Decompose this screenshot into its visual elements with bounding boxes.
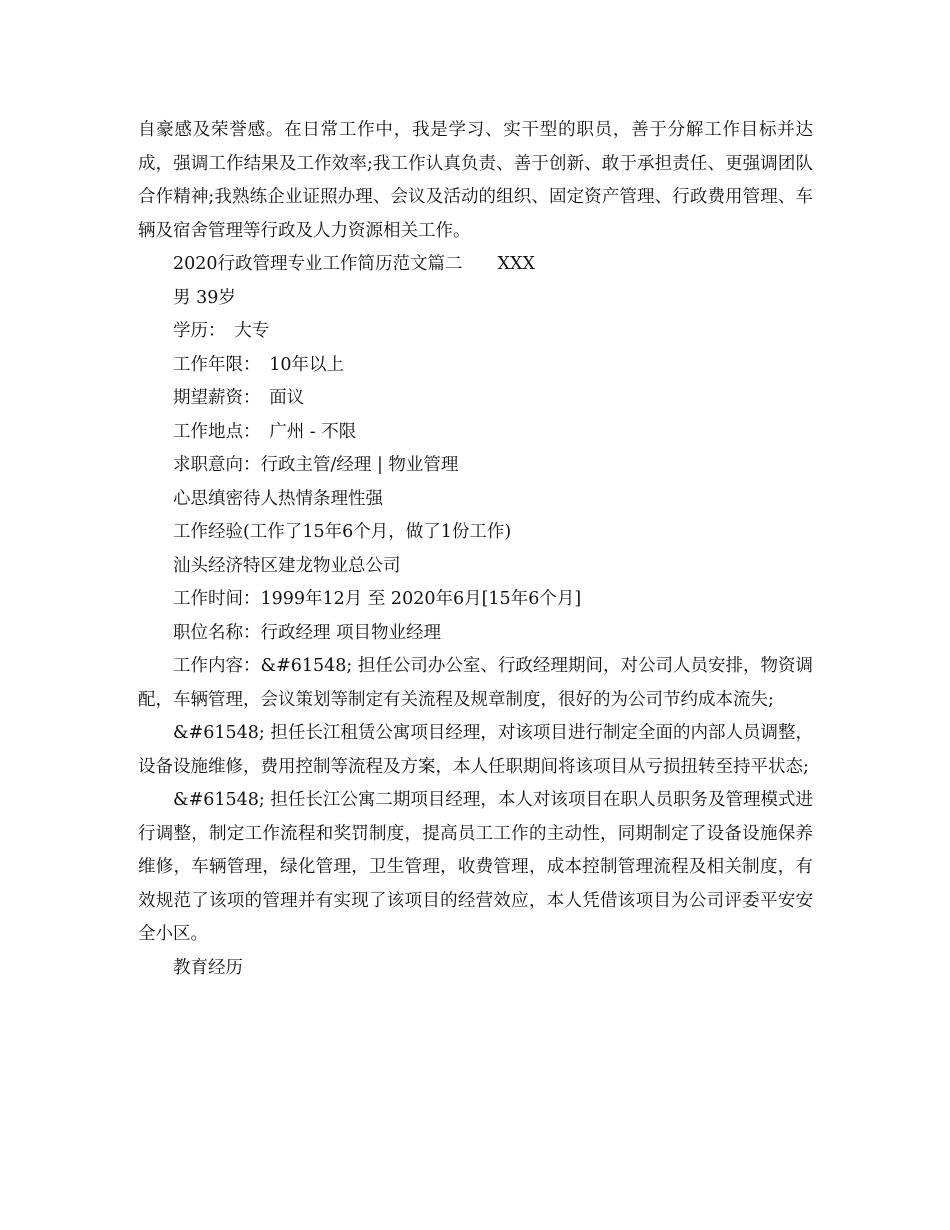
- years-of-experience: 工作年限： 10年以上: [173, 354, 345, 375]
- job-duties-paragraph-2: &#61548; 担任长江租赁公寓项目经理，对该项目进行制定全面的内部人员调整，设备设施维修，费用控制等流程及方案，本人任职期间将该项目从亏损扭转至持平状态;: [138, 723, 813, 777]
- employment-period: 工作时间：1999年12月 至 2020年6月[15年6个月]: [173, 589, 582, 609]
- document-page: [138, 114, 813, 985]
- work-location: 工作地点： 广州 - 不限: [173, 421, 357, 442]
- work-experience-heading: 工作经验(工作了15年6个月，做了1份工作): [173, 522, 512, 542]
- job-intention: 求职意向：行政主管/经理 | 物业管理: [173, 455, 459, 475]
- gender-age: 男 39岁: [173, 287, 236, 308]
- job-duties-paragraph-1: 工作内容：&#61548; 担任公司办公室、行政经理期间，对公司人员安排，物资调配，车辆管理，会议策划等制定有关流程及规章制度，很好的为公司节约成本流失;: [138, 656, 813, 710]
- expected-salary: 期望薪资： 面议: [173, 388, 305, 408]
- education-heading: 教育经历: [173, 957, 243, 978]
- resume-title: 2020行政管理专业工作简历范文篇二 XXX: [173, 254, 535, 274]
- personal-traits: 心思缜密待人热情条理性强: [173, 488, 383, 509]
- position-title: 职位名称：行政经理 项目物业经理: [173, 622, 442, 643]
- company-name: 汕头经济特区建龙物业总公司: [173, 555, 401, 576]
- job-duties-paragraph-3: &#61548; 担任长江公寓二期项目经理，本人对该项目在职人员职务及管理模式进行调整，制定工作流程和奖罚制度，提高员工工作的主动性，同期制定了设备设施保养维修，车辆管理，绿化管理，卫生管理，收费管理，成本控制管理流程及相关制度，有效规范了该项的管理并有实现了该项目的经营效应，本人凭借该项目为公司评委平安安全小区。: [138, 790, 813, 944]
- education-level: 学历： 大专: [173, 321, 270, 341]
- paragraph-self-evaluation-continued: 自豪感及荣誉感。在日常工作中，我是学习、实干型的职员，善于分解工作目标并达成，强调工作结果及工作效率;我工作认真负责、善于创新、敢于承担责任、更强调团队合作精神;我熟练企业证照办理、会议及活动的组织、固定资产管理、行政费用管理、车辆及宿舍管理等行政及人力资源相关工作。: [138, 120, 813, 241]
